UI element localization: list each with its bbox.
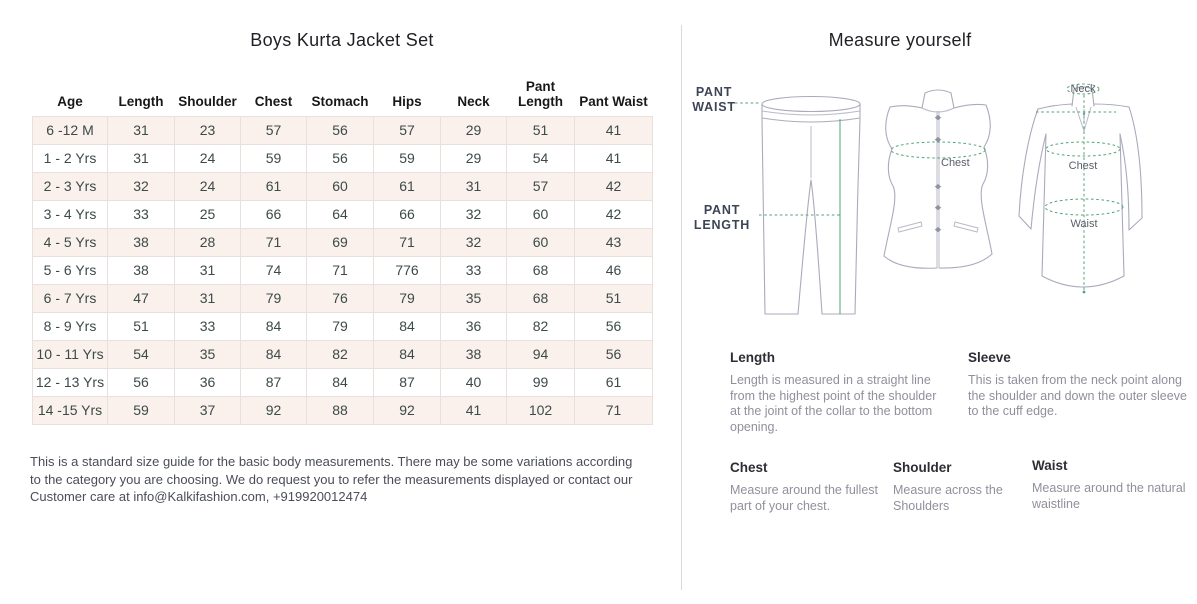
value-cell: 69: [307, 228, 374, 256]
size-table: [32, 70, 653, 425]
value-cell: 31: [441, 172, 507, 200]
value-cell: 56: [575, 340, 653, 368]
definition-term: Waist: [1032, 458, 1068, 473]
age-cell: 14 -15 Yrs: [33, 396, 108, 424]
value-cell: 33: [175, 312, 241, 340]
age-cell: 8 - 9 Yrs: [33, 312, 108, 340]
value-cell: 92: [374, 396, 441, 424]
value-cell: 84: [241, 312, 307, 340]
table-row: [33, 396, 653, 424]
definition-chest: [730, 460, 885, 514]
value-cell: 36: [175, 368, 241, 396]
value-cell: 59: [241, 144, 307, 172]
value-cell: 28: [175, 228, 241, 256]
value-cell: 87: [374, 368, 441, 396]
value-cell: 36: [441, 312, 507, 340]
value-cell: 25: [175, 200, 241, 228]
value-cell: 31: [175, 284, 241, 312]
value-cell: 31: [108, 116, 175, 144]
value-cell: 71: [374, 228, 441, 256]
section-divider: [681, 25, 682, 590]
jacket-outline: [884, 90, 992, 268]
age-cell: 1 - 2 Yrs: [33, 144, 108, 172]
jacket-chest-label: Chest: [941, 157, 970, 169]
age-cell: 3 - 4 Yrs: [33, 200, 108, 228]
value-cell: 56: [575, 312, 653, 340]
table-row: [33, 200, 653, 228]
value-cell: 56: [307, 144, 374, 172]
value-cell: 59: [108, 396, 175, 424]
table-row: [33, 228, 653, 256]
size-table-body: [33, 116, 653, 424]
value-cell: 54: [108, 340, 175, 368]
age-cell: 12 - 13 Yrs: [33, 368, 108, 396]
value-cell: 84: [374, 312, 441, 340]
value-cell: 79: [307, 312, 374, 340]
value-cell: 33: [441, 256, 507, 284]
value-cell: 57: [507, 172, 575, 200]
value-cell: 41: [575, 144, 653, 172]
definition-text: Length is measured in a straight line from the highest point of the shoulder at the joint of the collar to the bottom opening.: [730, 373, 937, 434]
definition-sleeve: [968, 350, 1194, 420]
value-cell: 68: [507, 284, 575, 312]
table-row: [33, 172, 653, 200]
table-row: [33, 284, 653, 312]
page-title: Boys Kurta Jacket Set: [250, 30, 434, 50]
table-row: [33, 340, 653, 368]
value-cell: 71: [575, 396, 653, 424]
age-cell: 2 - 3 Yrs: [33, 172, 108, 200]
table-row: [33, 144, 653, 172]
value-cell: 84: [374, 340, 441, 368]
value-cell: 776: [374, 256, 441, 284]
definition-waist: [1032, 458, 1197, 512]
value-cell: 71: [307, 256, 374, 284]
value-cell: 60: [507, 200, 575, 228]
value-cell: 54: [507, 144, 575, 172]
age-cell: 5 - 6 Yrs: [33, 256, 108, 284]
value-cell: 29: [441, 144, 507, 172]
definition-term: Shoulder: [893, 460, 952, 475]
value-cell: 31: [108, 144, 175, 172]
value-cell: 23: [175, 116, 241, 144]
value-cell: 32: [441, 200, 507, 228]
value-cell: 88: [307, 396, 374, 424]
value-cell: 41: [441, 396, 507, 424]
table-row: [33, 256, 653, 284]
column-header: Shoulder: [178, 93, 237, 109]
value-cell: 94: [507, 340, 575, 368]
value-cell: 38: [108, 256, 175, 284]
pant-length-label: PANT LENGTH: [693, 203, 751, 232]
jacket-measure-lines: [891, 142, 985, 158]
value-cell: 47: [108, 284, 175, 312]
value-cell: 51: [108, 312, 175, 340]
column-header: Pant Waist: [579, 93, 648, 109]
jacket-diagram: [878, 88, 1000, 280]
value-cell: 56: [307, 116, 374, 144]
value-cell: 29: [441, 116, 507, 144]
value-cell: 79: [241, 284, 307, 312]
measure-yourself-title: Measure yourself: [828, 30, 972, 50]
value-cell: 84: [241, 340, 307, 368]
kurta-chest-label: Chest: [1068, 160, 1098, 172]
value-cell: 76: [307, 284, 374, 312]
value-cell: 57: [374, 116, 441, 144]
value-cell: 35: [441, 284, 507, 312]
definition-text: Measure across the Shoulders: [893, 483, 1003, 513]
column-header: Hips: [392, 93, 422, 109]
value-cell: 59: [374, 144, 441, 172]
table-row: [33, 116, 653, 144]
value-cell: 32: [108, 172, 175, 200]
value-cell: 31: [175, 256, 241, 284]
pants-diagram: [695, 88, 880, 333]
age-cell: 4 - 5 Yrs: [33, 228, 108, 256]
value-cell: 68: [507, 256, 575, 284]
kurta-measure-lines: [1036, 84, 1123, 293]
size-table-header-row: [33, 70, 653, 116]
kurta-neck-label: Neck: [1070, 83, 1096, 95]
definition-length: [730, 350, 946, 435]
age-cell: 6 - 7 Yrs: [33, 284, 108, 312]
value-cell: 24: [175, 172, 241, 200]
definition-shoulder: [893, 460, 1033, 514]
value-cell: 82: [507, 312, 575, 340]
value-cell: 66: [374, 200, 441, 228]
pants-measure-lines: [735, 103, 840, 314]
value-cell: 61: [575, 368, 653, 396]
column-header: Age: [57, 93, 83, 109]
value-cell: 102: [507, 396, 575, 424]
pants-outline: [762, 97, 860, 315]
value-cell: 57: [241, 116, 307, 144]
value-cell: 32: [441, 228, 507, 256]
age-cell: 10 - 11 Yrs: [33, 340, 108, 368]
value-cell: 60: [507, 228, 575, 256]
value-cell: 60: [307, 172, 374, 200]
column-header: Neck: [457, 93, 490, 109]
value-cell: 79: [374, 284, 441, 312]
kurta-outline: [1019, 87, 1142, 287]
value-cell: 66: [241, 200, 307, 228]
value-cell: 42: [575, 200, 653, 228]
definition-text: Measure around the fullest part of your chest.: [730, 483, 879, 513]
definition-term: Chest: [730, 460, 768, 475]
value-cell: 41: [575, 116, 653, 144]
value-cell: 51: [575, 284, 653, 312]
kurta-waist-label: Waist: [1070, 218, 1098, 230]
value-cell: 35: [175, 340, 241, 368]
column-header: Pant Length: [518, 78, 563, 109]
value-cell: 74: [241, 256, 307, 284]
value-cell: 71: [241, 228, 307, 256]
column-header: Chest: [254, 93, 293, 109]
value-cell: 84: [307, 368, 374, 396]
column-header: Length: [118, 93, 164, 109]
definition-text: This is taken from the neck point along the shoulder and down the outer sleeve to the cuff edge.: [968, 373, 1187, 418]
size-guide-note: This is a standard size guide for the basic body measurements. There may be some variations according to the category you are choosing. We do request you to refer the measurements displayed or contact our Customer care at info@Kalkifashion.com, +919920012474: [30, 454, 633, 504]
value-cell: 38: [108, 228, 175, 256]
value-cell: 64: [307, 200, 374, 228]
value-cell: 37: [175, 396, 241, 424]
kurta-diagram: [1008, 76, 1197, 306]
value-cell: 99: [507, 368, 575, 396]
value-cell: 46: [575, 256, 653, 284]
value-cell: 40: [441, 368, 507, 396]
table-row: [33, 368, 653, 396]
value-cell: 61: [241, 172, 307, 200]
value-cell: 38: [441, 340, 507, 368]
value-cell: 56: [108, 368, 175, 396]
value-cell: 43: [575, 228, 653, 256]
age-cell: 6 -12 M: [33, 116, 108, 144]
table-row: [33, 312, 653, 340]
definition-term: Length: [730, 350, 775, 365]
value-cell: 51: [507, 116, 575, 144]
value-cell: 82: [307, 340, 374, 368]
column-header: Stomach: [311, 93, 369, 109]
value-cell: 24: [175, 144, 241, 172]
value-cell: 42: [575, 172, 653, 200]
value-cell: 33: [108, 200, 175, 228]
value-cell: 61: [374, 172, 441, 200]
value-cell: 92: [241, 396, 307, 424]
definition-term: Sleeve: [968, 350, 1011, 365]
definition-text: Measure around the natural waistline: [1032, 481, 1186, 511]
pant-waist-label: PANT WAIST: [692, 85, 736, 114]
value-cell: 87: [241, 368, 307, 396]
